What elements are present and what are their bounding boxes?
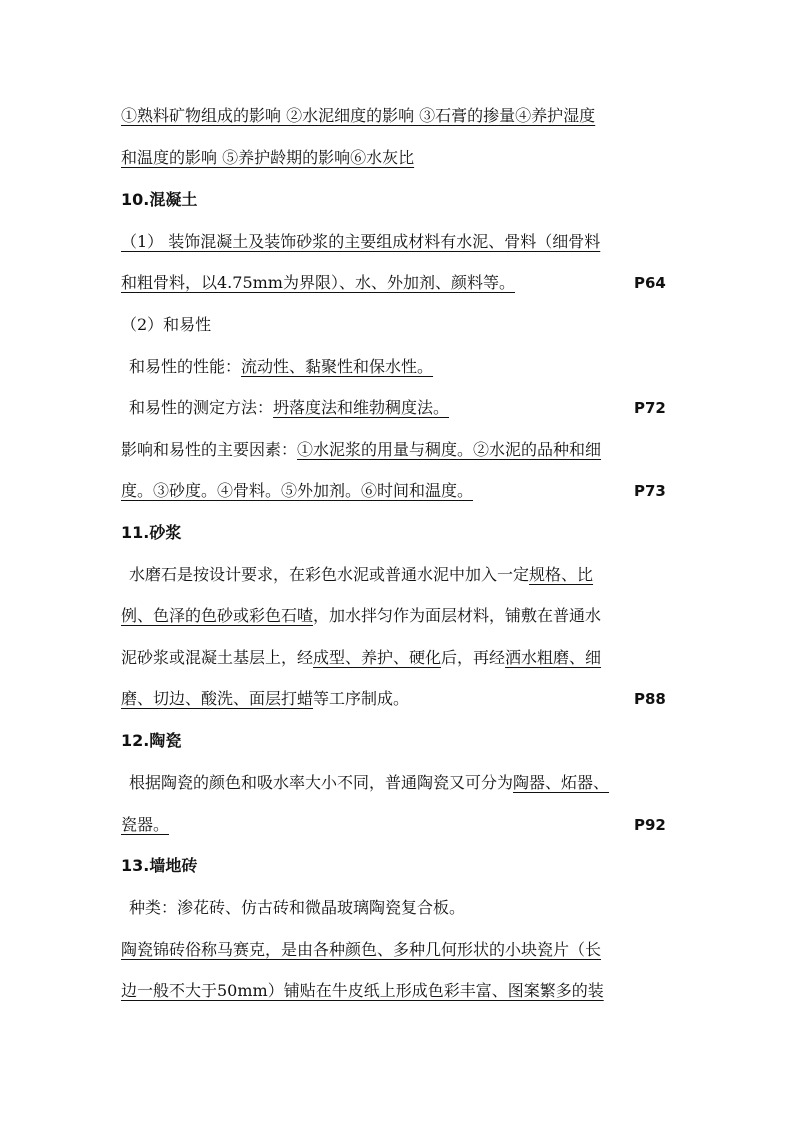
underlined-text: ①水泥浆的用量与稠度。②水泥的品种和细 (297, 440, 602, 459)
underlined-text: 和温度的影响 ⑤养护龄期的影响⑥水灰比 (121, 148, 415, 167)
section-heading: 11.砂浆 (121, 523, 182, 542)
body-line (121, 227, 691, 257)
body-line (121, 143, 691, 173)
body-line (121, 893, 699, 923)
underlined-text: 规格、比 (529, 565, 594, 584)
body-line (121, 393, 699, 423)
page-reference: P64 (634, 274, 666, 292)
label-text: 和易性的测定方法： (129, 398, 274, 417)
plain-text: 水磨石是按设计要求，在彩色水泥或普通水泥中加入一定 (129, 565, 530, 584)
body-line (121, 476, 691, 506)
subheading-text: （2）和易性 (121, 315, 212, 334)
body-line (121, 268, 691, 298)
plain-text: 根据陶瓷的颜色和吸水率大小不同，普通陶瓷又可分为 (129, 773, 514, 792)
body-line (121, 101, 691, 131)
underlined-text: ①熟料矿物组成的影响 ②水泥细度的影响 ③石膏的掺量④养护湿度 (121, 106, 596, 125)
underlined-text: 瓷器。 (121, 815, 170, 834)
plain-text: 种类：渗花砖、仿古砖和微晶玻璃陶瓷复合板。 (129, 898, 466, 917)
body-line (121, 684, 691, 714)
body-line (121, 935, 691, 965)
section-heading: 12.陶瓷 (121, 731, 182, 750)
plain-text: ，加水拌匀作为面层材料，铺敷在普通水 (313, 606, 602, 625)
underlined-text: 磨、切边、酸洗、面层打蜡 (121, 689, 314, 708)
page-reference: P92 (634, 816, 666, 834)
plain-text: 等工序制成。 (313, 689, 410, 708)
underlined-text: 边一般不大于50mm）铺贴在牛皮纸上形成色彩丰富、图案繁多的装 (121, 981, 604, 1000)
body-line (121, 352, 699, 382)
underlined-text: （1） 装饰混凝土及装饰砂浆的主要组成材料有水泥、骨料（细骨料 (121, 232, 601, 251)
body-line (121, 810, 691, 840)
body-line (121, 643, 691, 673)
body-line (121, 310, 691, 340)
underlined-text: 和粗骨料，以4.75mm为界限）、水、外加剂、颜料等。 (121, 273, 515, 292)
page-reference: P73 (634, 482, 666, 500)
label-text: 影响和易性的主要因素： (121, 440, 298, 459)
plain-text: 泥砂浆或混凝土基层上，经 (121, 648, 314, 667)
underlined-text: 例、色泽的色砂或彩色石喳 (121, 606, 314, 625)
body-line (121, 435, 691, 465)
underlined-text: 坍落度法和维勃稠度法。 (273, 398, 450, 417)
page-reference: P88 (634, 690, 666, 708)
underlined-text: 成型、养护、硬化 (313, 648, 442, 667)
body-line (121, 768, 699, 798)
section-heading: 10.混凝土 (121, 190, 198, 209)
underlined-text: 陶瓷锦砖俗称马赛克，是由各种颜色、多种几何形状的小块瓷片（长 (121, 940, 602, 959)
underlined-text: 度。③砂度。④骨料。⑤外加剂。⑥时间和温度。 (121, 481, 474, 500)
label-text: 和易性的性能： (129, 357, 242, 376)
page-reference: P72 (634, 399, 666, 417)
body-line (121, 976, 691, 1006)
body-line (121, 601, 691, 631)
underlined-text: 洒水粗磨、细 (505, 648, 602, 667)
plain-text: 后，再经 (441, 648, 506, 667)
underlined-text: 流动性、黏聚性和保水性。 (241, 357, 434, 376)
body-line (121, 560, 699, 590)
underlined-text: 陶器、炻器、 (513, 773, 610, 792)
section-heading: 13.墙地砖 (121, 856, 198, 875)
